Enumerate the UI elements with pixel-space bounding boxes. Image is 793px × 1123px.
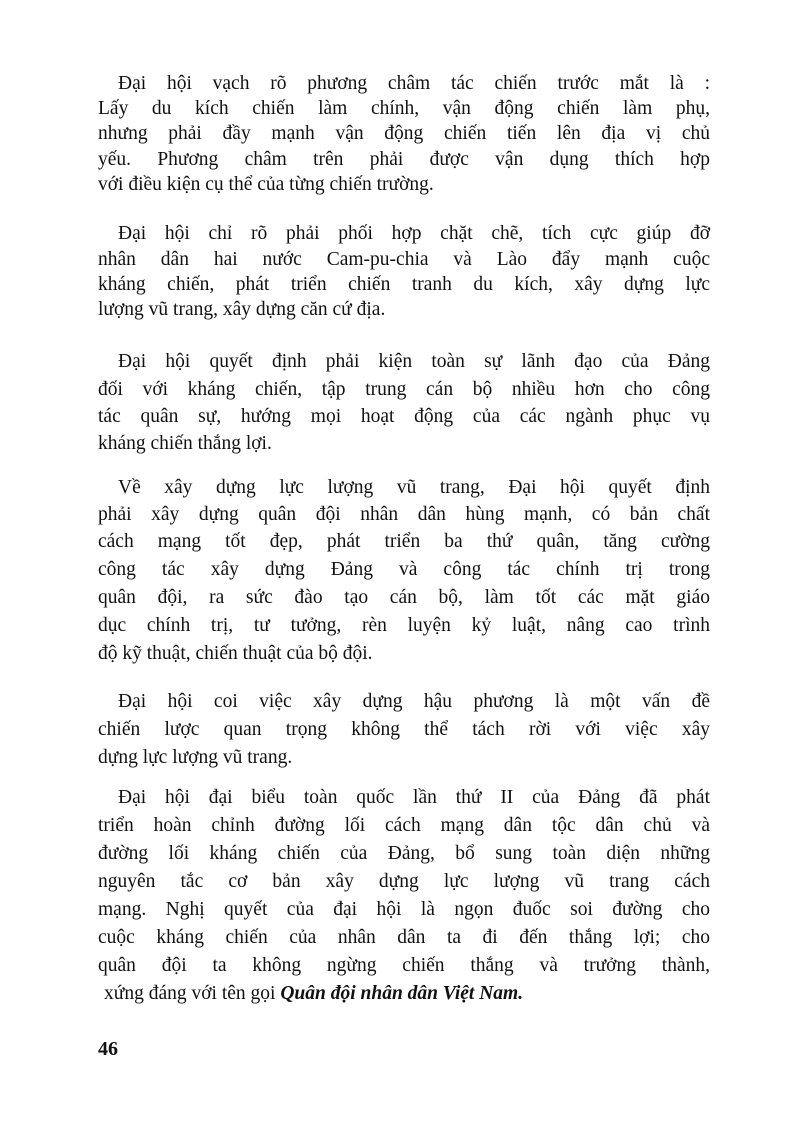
text-line: Đại hội quyết định phải kiện toàn sự lãnh đạo của Đảng	[118, 351, 710, 372]
text-line: Đại hội coi việc xây dựng hậu phương là một vấn đề	[118, 691, 710, 712]
text-line: độ kỹ thuật, chiến thuật của bộ đội.	[98, 643, 373, 664]
text-line	[104, 982, 716, 1006]
text-line: nhưng phải đầy mạnh vận động chiến tiến lên địa vị chủ	[98, 123, 710, 144]
text-line: công tác xây dựng Đảng và công tác chính trị trong	[98, 559, 710, 580]
text-line: quân đội ta không ngừng chiến thắng và trưởng thành,	[98, 955, 710, 976]
text-line: mạng. Nghị quyết của đại hội là ngọn đuốc soi đường cho	[98, 899, 710, 920]
page-number: 46	[98, 1038, 118, 1060]
text-line: Đại hội chỉ rõ phải phối hợp chặt chẽ, tích cực giúp đỡ	[118, 223, 710, 244]
text-line: Đại hội vạch rõ phương châm tác chiến trước mắt là :	[118, 73, 710, 94]
text-line: đường lối kháng chiến của Đảng, bổ sung toàn diện những	[98, 843, 710, 864]
text-line: yếu. Phương châm trên phải được vận dụng thích hợp	[98, 149, 710, 170]
text-line: dục chính trị, tư tưởng, rèn luyện kỷ luật, nâng cao trình	[98, 615, 710, 636]
text-line: cách mạng tốt đẹp, phát triển ba thứ quân, tăng cường	[98, 531, 710, 552]
text-line: kháng chiến thắng lợi.	[98, 433, 272, 454]
text-line: nhân dân hai nước Cam-pu-chia và Lào đẩy mạnh cuộc	[98, 249, 710, 270]
text-line: dựng lực lượng vũ trang.	[98, 747, 293, 768]
text-line: phải xây dựng quân đội nhân dân hùng mạnh, có bản chất	[98, 504, 710, 525]
italic-title: Quân đội nhân dân Việt Nam.	[280, 983, 524, 1004]
text-line: cuộc kháng chiến của nhân dân ta đi đến thắng lợi; cho	[98, 927, 710, 948]
text-line: chiến lược quan trọng không thể tách rời với việc xây	[98, 719, 710, 740]
text-line: Đại hội đại biểu toàn quốc lần thứ II của Đảng đã phát	[118, 787, 710, 808]
text-line: Lấy du kích chiến làm chính, vận động chiến làm phụ,	[98, 98, 710, 119]
text-line: với điều kiện cụ thể của từng chiến trường.	[98, 174, 434, 195]
text-line: quân đội, ra sức đào tạo cán bộ, làm tốt các mặt giáo	[98, 587, 710, 608]
text-line: Về xây dựng lực lượng vũ trang, Đại hội quyết định	[118, 477, 710, 498]
text-line: nguyên tắc cơ bản xây dựng lực lượng vũ trang cách	[98, 871, 710, 892]
text-segment: xứng đáng với tên gọi	[104, 983, 281, 1004]
text-line: triển hoàn chỉnh đường lối cách mạng dân tộc dân chủ và	[98, 815, 710, 836]
text-line: đối với kháng chiến, tập trung cán bộ nhiều hơn cho công	[98, 379, 710, 400]
text-line: tác quân sự, hướng mọi hoạt động của các ngành phục vụ	[98, 406, 710, 427]
text-line: kháng chiến, phát triển chiến tranh du kích, xây dựng lực	[98, 274, 710, 295]
text-line: lượng vũ trang, xây dựng căn cứ địa.	[98, 299, 386, 320]
